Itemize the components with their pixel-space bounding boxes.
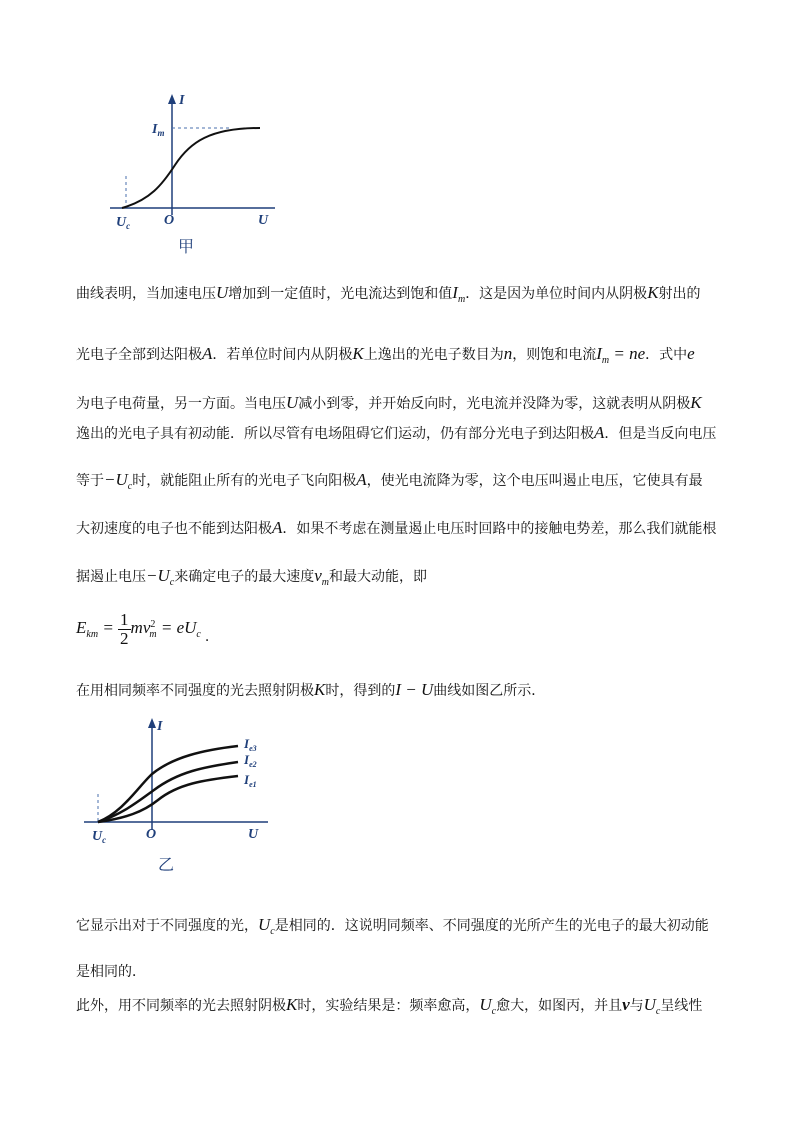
y-arrow-icon (148, 718, 156, 728)
figure-caption-yi: 乙 (158, 855, 175, 874)
uc-label: $U_c$ (92, 829, 107, 845)
figure-caption-jia: 甲 (178, 237, 195, 256)
axis-label-u: U (258, 213, 269, 228)
text-line: 等于$-U_c$时，就能阻止所有的光电子飞向阳极A，使光电流降为零，这个电压叫遏止电压，它使具有最 (76, 470, 703, 492)
curve-e3 (98, 746, 238, 822)
y-arrow-icon (168, 94, 176, 104)
photocurrent-curve (122, 128, 260, 208)
text-line: 此外，用不同频率的光去照射阴极K时，实验结果是：频率愈高，$U_c$愈大，如图丙，并且ν与$U_c$呈线性 (76, 995, 703, 1017)
text-line: 光电子全部到达阳极A．若单位时间内从阴极K上逸出的光电子数目为n，则饱和电流$I_m$ = ne．式中e (76, 344, 695, 366)
text-line: 曲线表明，当加速电压U增加到一定值时，光电流达到饱和值$I_m$．这是因为单位时间内从阴极K射出的 (76, 283, 701, 305)
text-line: 它显示出对于不同强度的光，$U_c$是相同的．这说明同频率、不同强度的光所产生的光电子的最大初动能 (76, 915, 709, 937)
text-line: 是相同的． (76, 964, 146, 980)
kinetic-energy-equation: $E_{km}$ = $\frac{1}{2}$ $mv^2_m = eU_c$ . (76, 609, 210, 648)
origin-label: O (146, 827, 157, 842)
figure-yi (78, 712, 298, 882)
axis-label-u: U (248, 827, 259, 842)
peak-label: $I_m$ (152, 122, 165, 138)
text-line: 据遏止电压$-U_c$来确定电子的最大速度$v_m$和最大动能，即 (76, 566, 427, 588)
curve-label-e3: $I_{e3}$ (244, 736, 257, 753)
figure-jia (100, 90, 300, 260)
curve-label-e2: $I_{e2}$ (244, 752, 257, 769)
text-line: 在用相同频率不同强度的光去照射阴极K时，得到的I − U曲线如图乙所示． (76, 680, 546, 699)
origin-label: O (164, 213, 175, 228)
uc-label: $U_c$ (116, 215, 131, 231)
text-line: 为电子电荷量，另一方面。当电压U减小到零，并开始反向时，光电流并没降为零，这就表明从阴极K (76, 393, 702, 412)
axis-label-i: I (179, 93, 185, 108)
curve-label-e1: $I_{e1}$ (244, 772, 257, 789)
fraction: $\frac{1}{2}$ (120, 609, 129, 648)
axis-label-i: I (157, 719, 163, 734)
curve-e1 (98, 776, 238, 822)
text-line: 大初速度的电子也不能到达阳极A．如果不考虑在测量遏止电压时回路中的接触电势差，那么我们就能根 (76, 518, 717, 537)
text-line: 逸出的光电子具有初动能．所以尽管有电场阻碍它们运动，仍有部分光电子到达阳极A．但是当反向电压 (76, 423, 717, 442)
